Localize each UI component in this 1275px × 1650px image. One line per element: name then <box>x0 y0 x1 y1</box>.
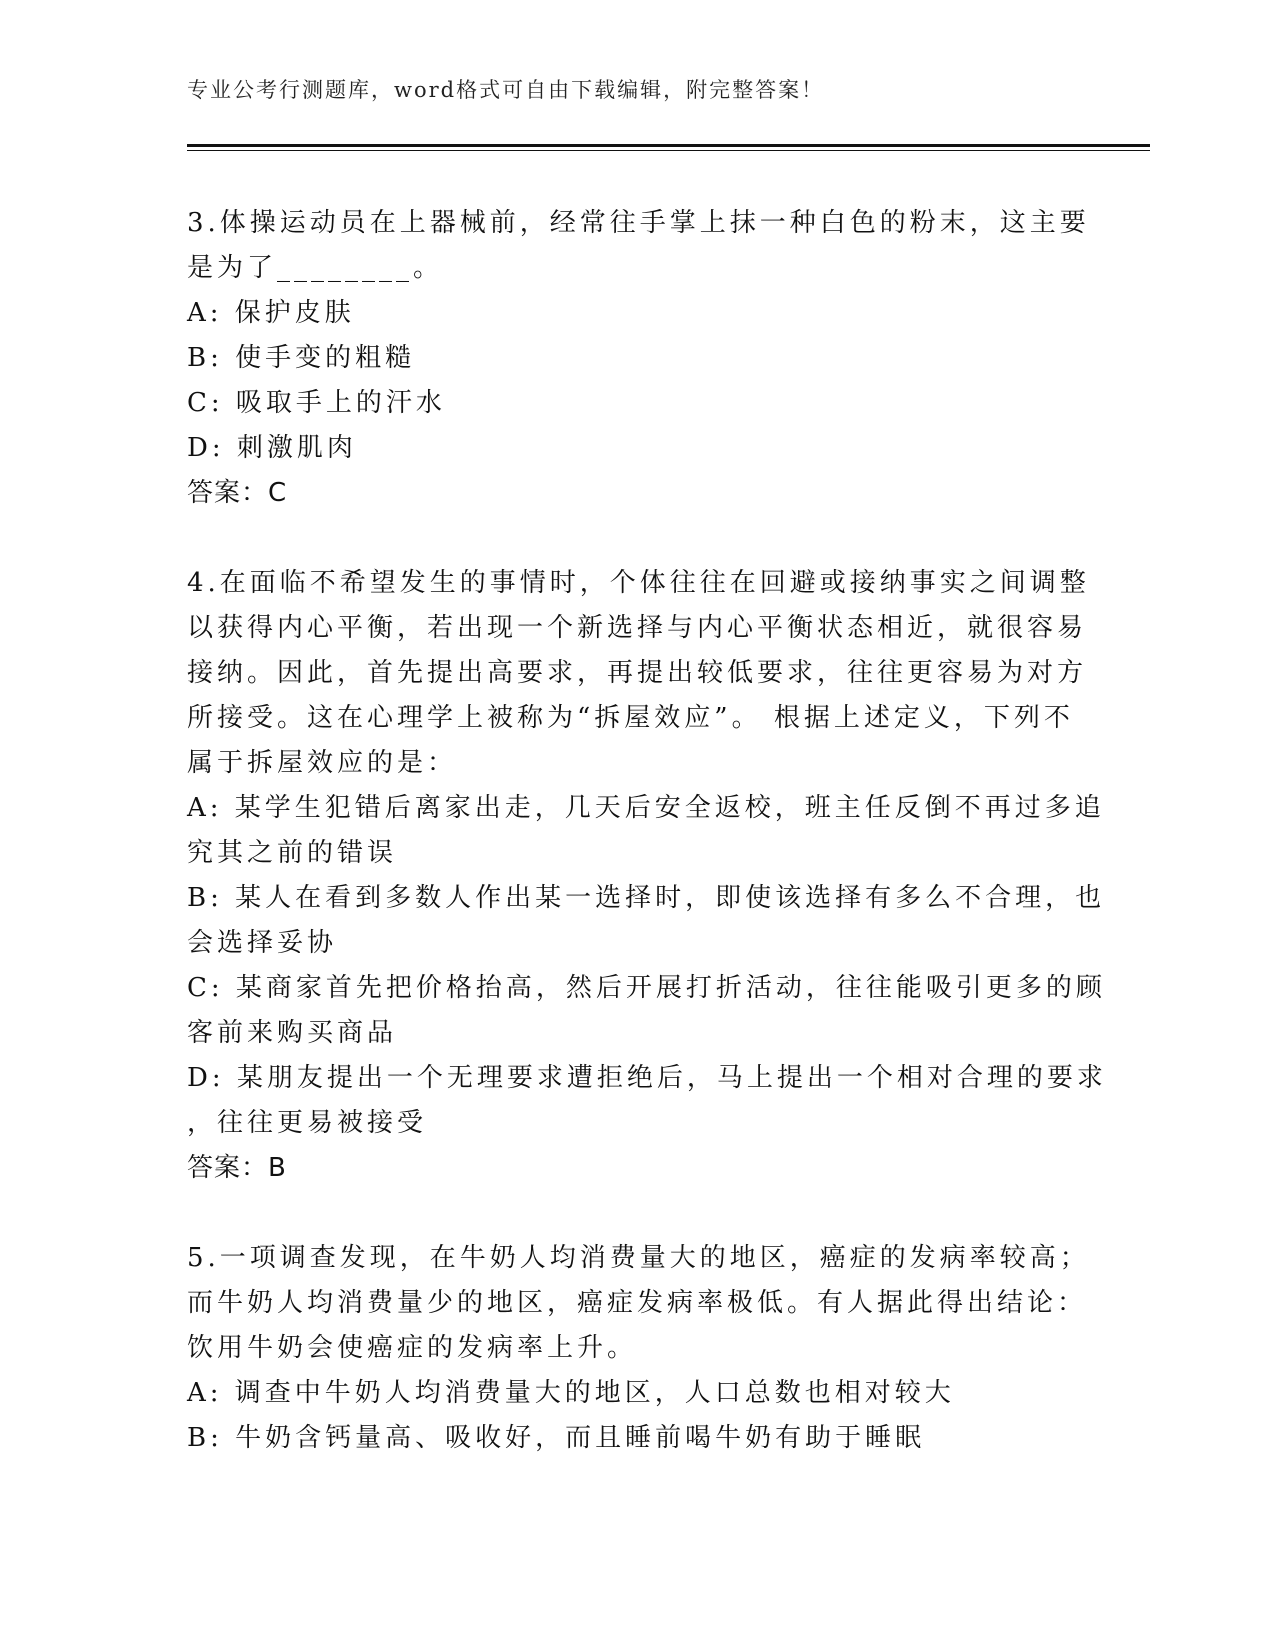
question-stem-line: 5.一项调查发现，在牛奶人均消费量大的地区，癌症的发病率较高； <box>187 1243 1090 1273</box>
option-b: B: 牛奶含钙量高、吸收好，而且睡前喝牛奶有助于睡眠 <box>187 1423 926 1453</box>
question-stem-line: 以获得内心平衡，若出现一个新选择与内心平衡状态相近，就很容易 <box>187 613 1088 643</box>
page-header: 专业公考行测题库，word格式可自由下载编辑，附完整答案！ <box>187 78 825 102</box>
option-d: D: 刺激肌肉 <box>187 433 357 463</box>
question-3 <box>187 201 1090 516</box>
option-a: A: 调查中牛奶人均消费量大的地区，人口总数也相对较大 <box>187 1378 955 1408</box>
header-rule-thick <box>187 144 1150 147</box>
question-stem-line: 是为了________。 <box>187 253 444 283</box>
answer-label: 答案：B <box>187 1153 287 1183</box>
question-stem-line: 属于拆屋效应的是： <box>187 748 458 778</box>
question-4 <box>187 561 1107 1191</box>
question-stem-line: 而牛奶人均消费量少的地区，癌症发病率极低。有人据此得出结论： <box>187 1288 1088 1318</box>
option-b: B: 某人在看到多数人作出某一选择时，即使该选择有多么不合理，也 <box>187 883 1106 913</box>
question-5 <box>187 1236 1090 1461</box>
option-a: A: 某学生犯错后离家出走，几天后安全返校，班主任反倒不再过多追 <box>187 793 1105 823</box>
question-stem-line: 3.体操运动员在上器械前，经常往手掌上抹一种白色的粉末，这主要 <box>187 208 1090 238</box>
question-stem-line: 4.在面临不希望发生的事情时，个体往往在回避或接纳事实之间调整 <box>187 568 1090 598</box>
option-a-continued: 究其之前的错误 <box>187 838 398 868</box>
option-c: C: 某商家首先把价格抬高，然后开展打折活动，往往能吸引更多的顾 <box>187 973 1106 1003</box>
question-stem-line: 接纳。因此，首先提出高要求，再提出较低要求，往往更容易为对方 <box>187 658 1088 688</box>
option-d-continued: ，往往更易被接受 <box>187 1108 428 1138</box>
option-c: C: 吸取手上的汗水 <box>187 388 446 418</box>
question-stem-line: 饮用牛奶会使癌症的发病率上升。 <box>187 1333 638 1363</box>
option-d: D: 某朋友提出一个无理要求遭拒绝后，马上提出一个相对合理的要求 <box>187 1063 1107 1093</box>
header-rule-thin <box>187 150 1150 151</box>
option-c-continued: 客前来购买商品 <box>187 1018 398 1048</box>
option-a: A: 保护皮肤 <box>187 298 355 328</box>
question-spacer <box>187 516 1067 561</box>
question-stem-line: 所接受。这在心理学上被称为“拆屋效应”。 根据上述定义，下列不 <box>187 703 1074 733</box>
question-list <box>187 201 1107 1461</box>
option-b: B: 使手变的粗糙 <box>187 343 416 373</box>
option-b-continued: 会选择妥协 <box>187 928 338 958</box>
answer-label: 答案：C <box>187 478 288 508</box>
question-spacer <box>187 1191 1067 1236</box>
